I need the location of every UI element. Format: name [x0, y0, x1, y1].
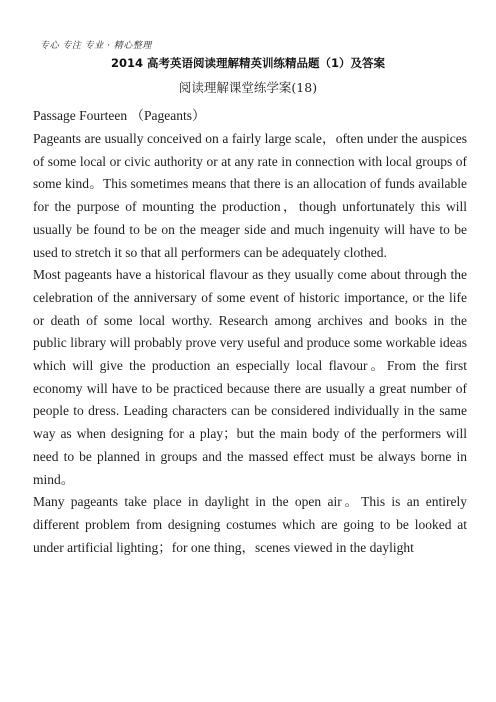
passage-body	[33, 128, 467, 559]
document-subtitle: 阅读理解课堂练学案(18)	[178, 80, 318, 95]
paragraph-1: Pageants are usually conceived on a fairly large scale，often under the auspices of some local or civic authority or at any rate in connection with local groups of some kind。This sometimes means that there is an allocation of funds available for the purpose of mounting the production，though unfortunately this will usually be found to be on the meager side and much ingenuity will have to be used to stretch it so that all performers can be adequately clothed.	[33, 131, 467, 260]
passage-heading: Passage Fourteen （Pageants）	[33, 108, 206, 123]
document-title: 2014 高考英语阅读理解精英训练精品题（1）及答案	[110, 56, 385, 70]
paragraph-2: Most pageants have a historical flavour as they usually come about through the celebration of the anniversary of some event of historic importance, or the life or death of some local worthy. Research among archives and books in the public library will probably prove very useful and produce some workable ideas which will give the production an especially local flavour。From the first economy will have to be practiced because there are usually a great number of people to dress. Leading characters can be considered individually in the same way as when designing for a play；but the main body of the performers will need to be planned in groups and the massed effect must be always borne in mind。	[33, 267, 467, 487]
paragraph-3: Many pageants take place in daylight in the open air。This is an entirely different problem from designing costumes which are going to be looked at under artificial lighting；for one thing，scenes viewed in the daylight	[33, 494, 467, 555]
header-note: 专心 专注 专业 · 精心整理	[40, 41, 152, 51]
